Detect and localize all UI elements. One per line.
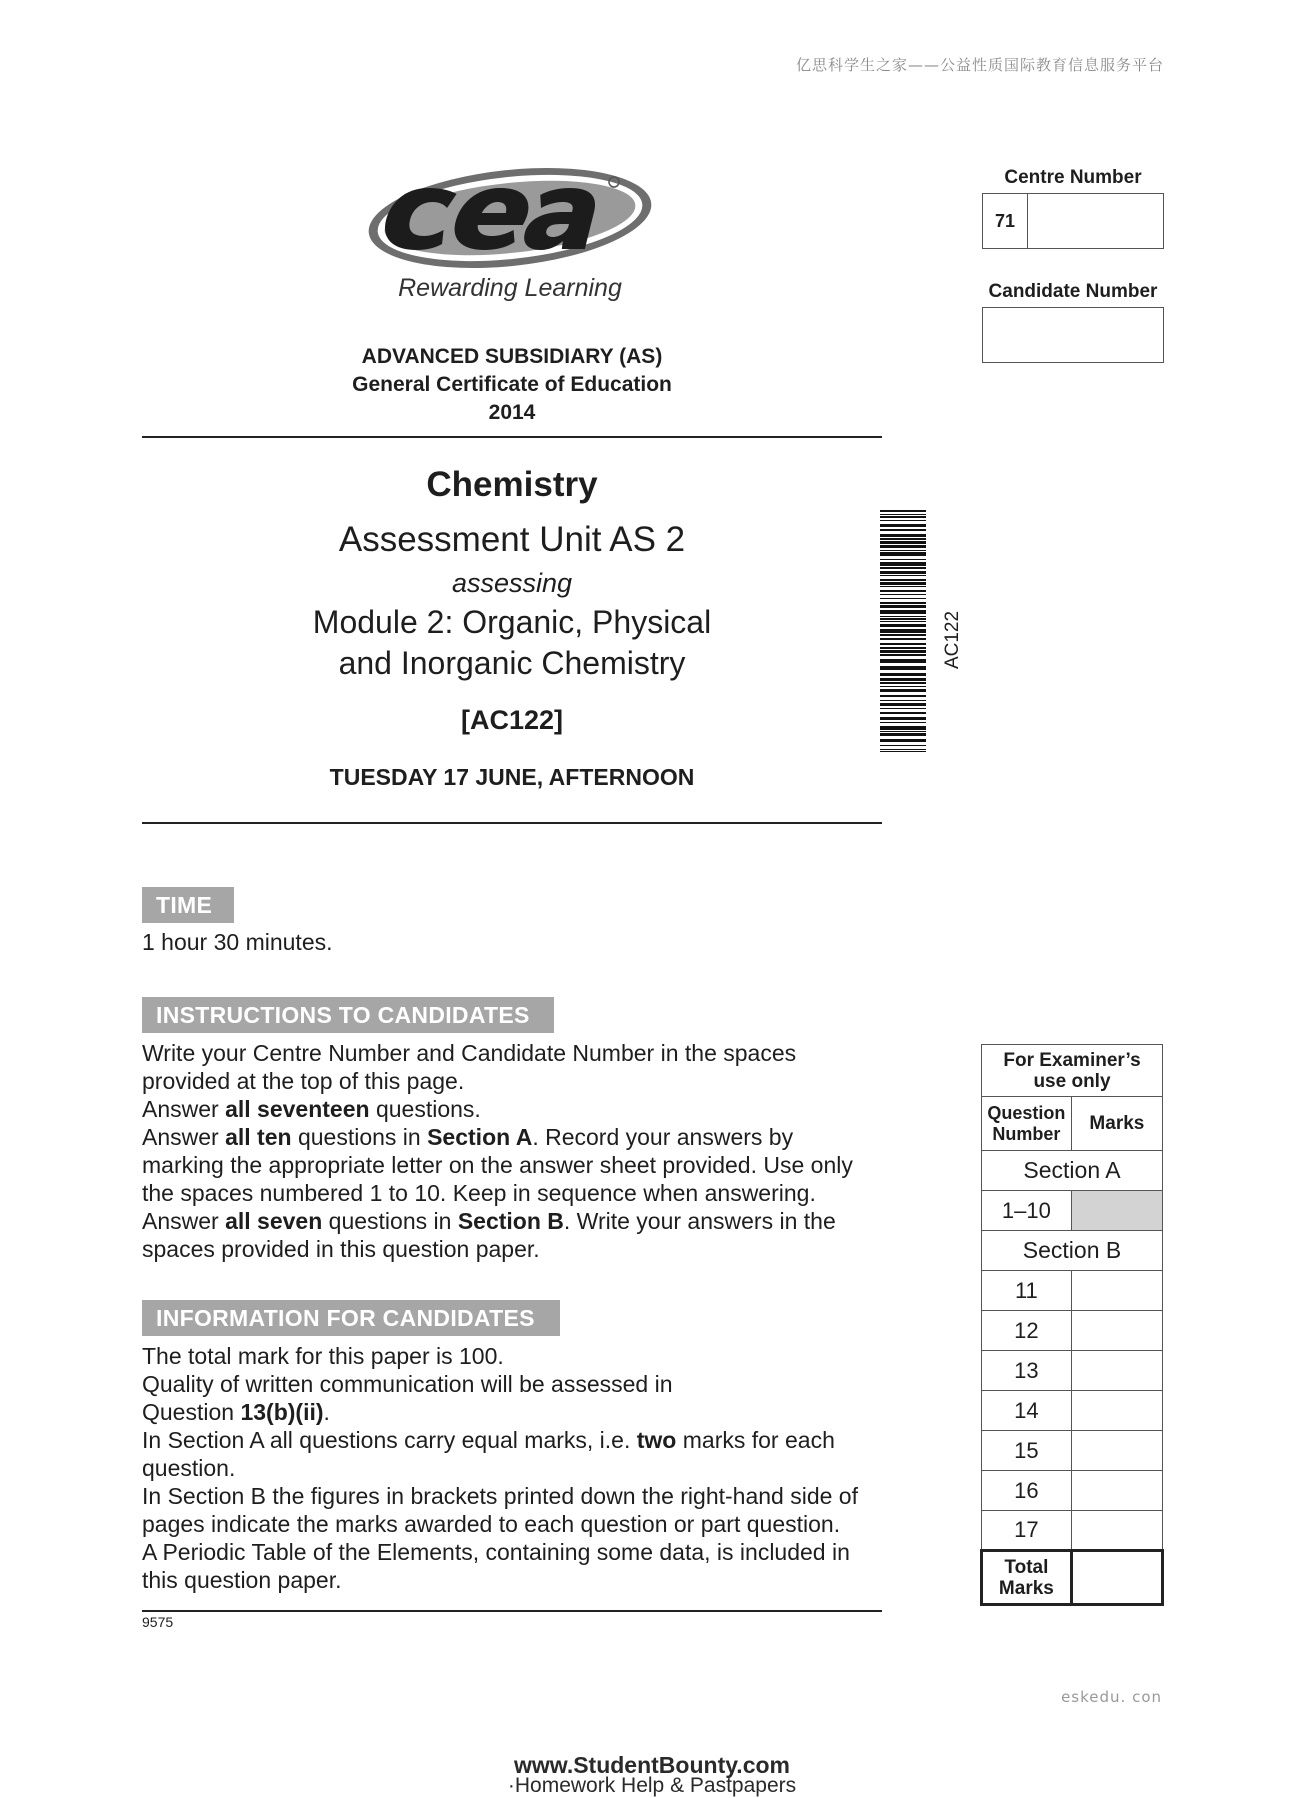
question-number: 12 xyxy=(982,1311,1072,1351)
logo-tagline: Rewarding Learning xyxy=(398,274,622,302)
assessing-label: assessing xyxy=(451,568,573,598)
centre-number-field[interactable] xyxy=(982,193,1164,249)
barcode-stripe xyxy=(880,624,926,627)
barcode-stripe xyxy=(880,629,926,633)
barcode-stripe xyxy=(880,582,926,585)
barcode-stripe xyxy=(880,562,926,566)
question-number: 15 xyxy=(982,1431,1072,1471)
cea-logo xyxy=(360,164,660,324)
barcode-stripe xyxy=(880,534,926,537)
section-a-marks-cell xyxy=(1071,1191,1162,1231)
total-marks-label: Total Marks xyxy=(982,1551,1072,1605)
information-line: The total mark for this paper is 100. xyxy=(142,1343,504,1369)
barcode-stripe xyxy=(880,708,926,709)
marks-cell xyxy=(1071,1391,1162,1431)
barcode-stripe xyxy=(880,654,926,656)
watermark-text: eskedu. con xyxy=(1061,1688,1162,1706)
unit-title: Assessment Unit AS 2 xyxy=(338,520,686,559)
barcode-stripe xyxy=(880,673,926,676)
marks-cell xyxy=(1071,1471,1162,1511)
barcode-stripe xyxy=(880,552,926,556)
studentbounty-tagline: ·Homework Help & Pastpapers xyxy=(507,1774,797,1797)
barcode-stripe xyxy=(880,567,926,569)
barcode-stripe xyxy=(880,733,926,736)
instructions-line: the spaces numbered 1 to 10. Keep in sequence when answering. xyxy=(142,1180,816,1206)
barcode-stripe xyxy=(880,726,926,730)
barcode-stripe xyxy=(880,695,926,697)
barcode-stripe xyxy=(880,634,926,636)
barcode-stripe xyxy=(880,541,926,544)
barcode-stripe xyxy=(880,638,926,640)
barcode-stripe xyxy=(880,590,926,592)
barcode-label: AC122 xyxy=(942,610,963,670)
divider-top xyxy=(142,436,882,438)
barcode xyxy=(880,510,926,752)
barcode-stripe xyxy=(880,586,926,587)
time-heading: TIME xyxy=(142,887,234,923)
marks-header: Marks xyxy=(1071,1097,1162,1151)
module-line-2: and Inorganic Chemistry xyxy=(338,645,686,681)
candidate-number-label: Candidate Number xyxy=(988,281,1158,302)
barcode-stripe xyxy=(880,703,926,706)
barcode-stripe xyxy=(880,605,926,608)
instructions-line: Answer all seventeen questions. xyxy=(142,1096,481,1122)
studentbounty-url[interactable]: www.StudentBounty.com xyxy=(514,1752,790,1778)
header-note: 亿思科学生之家——公益性质国际教育信息服务平台 xyxy=(795,56,1164,74)
information-line: In Section B the figures in brackets printed down the right-hand side of xyxy=(142,1483,858,1509)
total-marks-cell xyxy=(1071,1551,1162,1605)
centre-number-entry[interactable] xyxy=(1028,194,1163,248)
marks-cell xyxy=(1071,1431,1162,1471)
barcode-stripe xyxy=(880,550,926,551)
divider-footer xyxy=(142,1610,882,1612)
qualification xyxy=(142,343,882,427)
barcode-stripe xyxy=(880,650,926,653)
barcode-stripe xyxy=(880,598,926,599)
section-a-range: 1–10 xyxy=(982,1191,1072,1231)
barcode-stripe xyxy=(880,749,926,750)
barcode-stripe xyxy=(880,524,926,527)
exam-date: TUESDAY 17 JUNE, AFTERNOON xyxy=(329,764,695,790)
examiner-marks-table xyxy=(980,1044,1164,1606)
paper-code: [AC122] xyxy=(460,705,564,735)
barcode-stripe xyxy=(880,643,926,645)
divider-bottom xyxy=(142,822,882,824)
question-number: 14 xyxy=(982,1391,1072,1431)
barcode-stripe xyxy=(880,618,926,620)
instructions-line: Answer all ten questions in Section A. Record your answers by xyxy=(142,1124,794,1150)
barcode-stripe xyxy=(880,722,926,723)
question-number: 11 xyxy=(982,1271,1072,1311)
cea-logo-mark xyxy=(360,164,660,272)
information-line: question. xyxy=(142,1455,236,1481)
instructions-text xyxy=(142,1039,902,1263)
qualification-year: 2014 xyxy=(488,401,536,424)
barcode-stripe xyxy=(880,678,926,681)
question-number: 17 xyxy=(982,1511,1072,1551)
section-a-label: Section A xyxy=(982,1151,1163,1191)
barcode-stripe xyxy=(880,745,926,746)
barcode-stripe xyxy=(880,516,926,518)
barcode-stripe xyxy=(880,571,926,574)
question-number-header: Question Number xyxy=(982,1097,1072,1151)
examiner-heading: For Examiner’s use only xyxy=(982,1045,1163,1097)
barcode-stripe xyxy=(880,682,926,684)
barcode-stripe xyxy=(880,647,926,649)
marks-cell xyxy=(1071,1511,1162,1551)
barcode-stripe xyxy=(880,594,926,595)
paper-number: 9575 xyxy=(142,1614,174,1630)
information-line: Question 13(b)(ii). xyxy=(142,1399,330,1425)
instructions-line: Write your Centre Number and Candidate Number in the spaces xyxy=(142,1040,797,1066)
marks-cell xyxy=(1071,1271,1162,1311)
barcode-stripe xyxy=(880,545,926,548)
instructions-line: spaces provided in this question paper. xyxy=(142,1236,540,1262)
marks-cell xyxy=(1071,1311,1162,1351)
barcode-stripe xyxy=(880,700,926,701)
barcode-stripe xyxy=(880,751,926,752)
candidate-number-field[interactable] xyxy=(982,307,1164,363)
barcode-stripe xyxy=(880,529,926,531)
marks-cell xyxy=(1071,1351,1162,1391)
centre-number-prefix: 71 xyxy=(983,194,1028,248)
module-line-1: Module 2: Organic, Physical xyxy=(312,604,712,640)
information-line: A Periodic Table of the Elements, containing some data, is included in xyxy=(142,1539,850,1565)
barcode-stripe xyxy=(880,575,926,576)
barcode-stripe xyxy=(880,520,926,521)
barcode-stripe xyxy=(880,559,926,560)
qualification-name: General Certificate of Education xyxy=(352,373,672,396)
barcode-stripe xyxy=(880,514,926,515)
barcode-stripe xyxy=(880,739,926,742)
barcode-stripe xyxy=(880,686,926,687)
barcode-stripe xyxy=(880,579,926,581)
qualification-level: ADVANCED SUBSIDIARY (AS) xyxy=(361,345,663,368)
subject-title: Chemistry xyxy=(426,465,598,504)
barcode-stripe xyxy=(880,712,926,714)
information-text xyxy=(142,1342,902,1594)
time-text: 1 hour 30 minutes. xyxy=(142,929,333,955)
barcode-stripe xyxy=(880,610,926,614)
instructions-line: Answer all seven questions in Section B. Write your answers in the xyxy=(142,1208,836,1234)
barcode-stripe xyxy=(880,602,926,604)
barcode-stripe xyxy=(880,731,926,732)
question-number: 16 xyxy=(982,1471,1072,1511)
section-b-label: Section B xyxy=(982,1231,1163,1271)
question-number: 13 xyxy=(982,1351,1072,1391)
information-line: Quality of written communication will be assessed in xyxy=(142,1371,673,1397)
information-heading: INFORMATION FOR CANDIDATES xyxy=(142,1300,560,1336)
barcode-stripe xyxy=(880,659,926,663)
barcode-stripe xyxy=(880,621,926,622)
barcode-stripe xyxy=(880,538,926,540)
barcode-stripe xyxy=(880,689,926,692)
instructions-heading: INSTRUCTIONS TO CANDIDATES xyxy=(142,997,554,1033)
instructions-line: marking the appropriate letter on the answer sheet provided. Use only xyxy=(142,1152,853,1178)
instructions-line: provided at the top of this page. xyxy=(142,1068,465,1094)
barcode-stripe xyxy=(880,510,926,512)
barcode-stripe xyxy=(880,616,926,617)
information-line: this question paper. xyxy=(142,1567,342,1593)
information-line: In Section A all questions carry equal marks, i.e. two marks for each xyxy=(142,1427,835,1453)
barcode-stripe xyxy=(880,666,926,670)
centre-number-label: Centre Number xyxy=(1004,167,1142,188)
information-line: pages indicate the marks awarded to each question or part question. xyxy=(142,1511,841,1537)
barcode-stripe xyxy=(880,717,926,720)
